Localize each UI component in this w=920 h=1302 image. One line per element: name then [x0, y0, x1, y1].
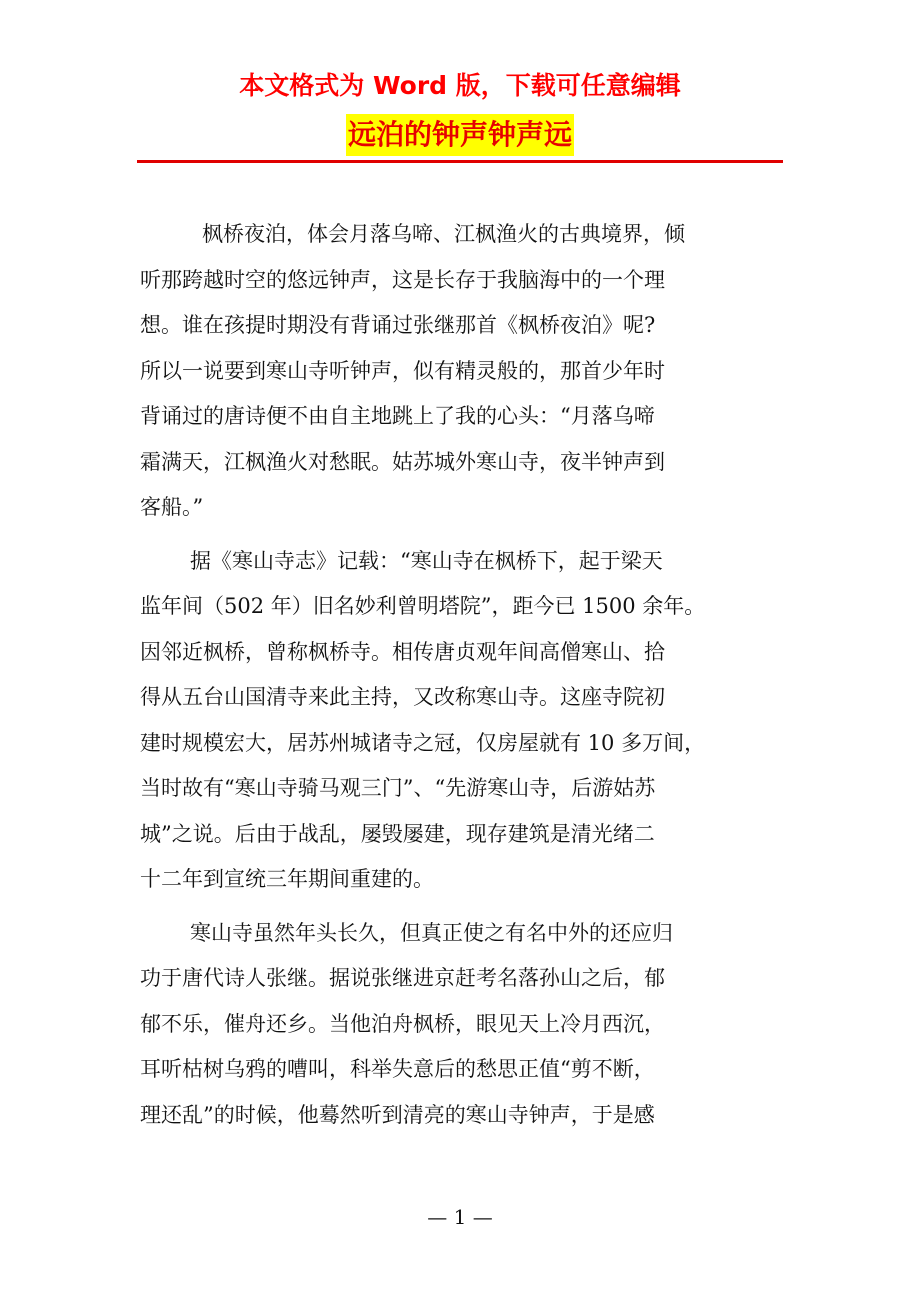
text-line: 郁不乐，催舟还乡。当他泊舟枫桥，眼见天上冷月西沉， — [140, 1011, 665, 1036]
format-notice-banner: 本文格式为 Word 版，下载可任意编辑 — [239, 71, 681, 100]
text-line: 据《寒山寺志》记载：“寒山寺在枫桥下，起于梁天 — [190, 548, 663, 573]
text-line: 想。谁在孩提时期没有背诵过张继那首《枫桥夜泊》呢? — [140, 313, 656, 337]
text-line: 当时故有“寒山寺骑马观三门”、“先游寒山寺，后游姑苏 — [140, 776, 656, 800]
page-title: 远泊的钟声钟声远 — [346, 114, 574, 156]
text-line: 霜满天，江枫渔火对愁眠。姑苏城外寒山寺，夜半钟声到 — [140, 449, 665, 474]
text-line: 十二年到宣统三年期间重建的。 — [140, 867, 434, 891]
article-body — [140, 212, 770, 1138]
paragraph-3 — [140, 911, 770, 1139]
paragraph-gap — [140, 903, 770, 911]
title-container — [0, 114, 920, 156]
paragraph-2 — [140, 539, 770, 903]
text-line: 寒山寺虽然年头长久，但真正使之有名中外的还应归 — [190, 920, 673, 945]
text-line: 理还乱”的时候，他蓦然听到清亮的寒山寺钟声，于是感 — [140, 1102, 655, 1127]
paragraph-gap — [140, 531, 770, 539]
text-line: 耳听枯树乌鸦的嘈叫，科举失意后的愁思正值“剪不断， — [140, 1057, 655, 1081]
text-line: 因邻近枫桥，曾称枫桥寺。相传唐贞观年间高僧寒山、拾 — [140, 639, 665, 664]
text-line: 建时规模宏大，居苏州城诸寺之冠，仅房屋就有 10 多万间， — [140, 730, 706, 755]
text-line: 客船。” — [140, 495, 204, 519]
text-line: 枫桥夜泊，体会月落乌啼、江枫渔火的古典境界，倾 — [202, 222, 685, 246]
text-line: 背诵过的唐诗便不由自主地跳上了我的心头：“月落乌啼 — [140, 404, 655, 428]
text-line: 监年间（502 年）旧名妙利曾明塔院”，距今已 1500 余年。 — [140, 594, 706, 618]
paragraph-1 — [140, 212, 770, 531]
text-line: 得从五台山国清寺来此主持，又改称寒山寺。这座寺院初 — [140, 685, 665, 709]
text-line: 听那跨越时空的悠远钟声，这是长存于我脑海中的一个理 — [140, 267, 665, 292]
text-line: 所以一说要到寒山寺听钟声，似有精灵般的，那首少年时 — [140, 358, 665, 383]
text-line: 功于唐代诗人张继。据说张继进京赶考名落孙山之后，郁 — [140, 966, 665, 990]
text-line: 城”之说。后由于战乱，屡毁屡建，现存建筑是清光绪二 — [140, 821, 655, 846]
page-number: — 1 — — [427, 1205, 493, 1229]
title-divider — [137, 160, 783, 163]
